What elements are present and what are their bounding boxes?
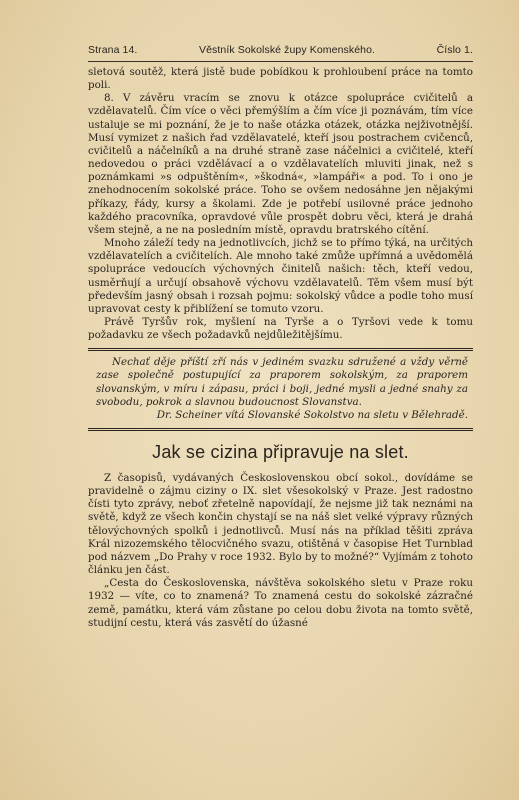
- header-rule: [88, 61, 473, 62]
- divider: [88, 348, 473, 351]
- paragraph: sletová soutěž, která jistě bude pobídkou k prohloubení práce na tomto poli.: [88, 66, 473, 92]
- quote-attribution: Dr. Scheiner vítá Slovanské Sokolstvo na sletu v Bělehradě.: [156, 409, 468, 422]
- running-header: [88, 44, 473, 62]
- article-title: Jak se cizina připravuje na slet.: [152, 442, 409, 462]
- paragraph: Právě Tyršův rok, myšlení na Tyrše a o Tyršovi vede k tomu požadavku ze všech požadavků nejdůležitějšímu.: [88, 315, 473, 342]
- quote-box: [96, 356, 468, 422]
- page-number: Strana 14.: [88, 44, 138, 56]
- continued-article: [88, 66, 473, 342]
- article-body: [88, 472, 473, 630]
- paragraph: Z časopisů, vydávaných Československou obcí sokol., dovídáme se pravidelně o zájmu ciziny o IX. slet všesokolský v Praze. Jest radostno čísti tyto zprávy, neboť zřetelně napovídají, že nejsme již tak neznámi na světě, když ze všech končin chystají se na náš slet velké výpravy různých tělovýchovných spolků i jednotlivců. Musí nás na příklad těšiti zpráva Král nizozemského tělocvičného svazu, otištěná v časopise Het Turnblad pod názvem „Do Prahy v roce 1932. Bylo by to možné?“ Vyjímám z tohoto článku jen část.: [88, 472, 473, 577]
- paragraph: 8. V závěru vracím se znovu k otázce spolupráce cvičitelů a vzdělavatelů. Čím více o věci přemýšlím a čím více ji poznávám, tím více ustaluje se mi poznání, že je to naše otázka otázek, otázka nejživotnější. Musí vymizet z našich řad vzdělavatelé, kteří jsou postrachem cvičenců, cvičitelů a náčelníků a na druhé straně zase náčelnici a cvičitelé, kteří nedovedou o práci vzdělávací a o vzdělavatelích mluviti jinak, než s poznámkami »s odpuštěním«, »škodná«, »lampáři« a pod. To i ono je znehodnocením sokolské práce. Toho se ovšem nedosáhne jen nějakými příkazy, řády, kursy a školami. Zde je potřebí usilovné práce jednoho každého pracovníka, opravdové vůle prospět dobru věci, která je drahá všem stejně, a ne na posledním místě, opravdu bratrského cítění.: [88, 92, 473, 236]
- journal-title: Věstník Sokolské župy Komenského.: [198, 44, 376, 56]
- divider: [88, 428, 473, 431]
- paragraph: Mnoho záleží tedy na jednotlivcích, jichž se to přímo týká, na určitých vzdělavatelích a cvičitelích. Ale mnoho také zmůže upřímná a uvědomělá spolupráce vedoucích výchovných činitelů našich: těch, kteří vedou, usměrňují a určují obsahově výchovu vzdělavatelů. Těm všem musí být především jasný obsah i rozsah pojmu: sokolský vůdce a podle toho musí upravovat cesty k přiblížení se tomuto vzoru.: [88, 237, 473, 315]
- paragraph: „Cesta do Československa, návštěva sokolského sletu v Praze roku 1932 — víte, co to znamená? To znamená cestu do sokolské zázračné země, památku, která vám zůstane po celou dobu života na tomto světě, studijní cestu, která vás zasvětí do úžasné: [88, 577, 473, 629]
- issue-number: Číslo 1.: [436, 44, 473, 56]
- quote-text: Nechať děje příští zří nás v jediném svazku sdružené a vždy věrně zase společně postupující za praporem sokolským, za praporem slovanským, v míru i zápasu, práci i boji, jedné mysli a jedné snahy za svobodu, pokrok a slavnou budoucnost Slovanstva.: [96, 356, 468, 408]
